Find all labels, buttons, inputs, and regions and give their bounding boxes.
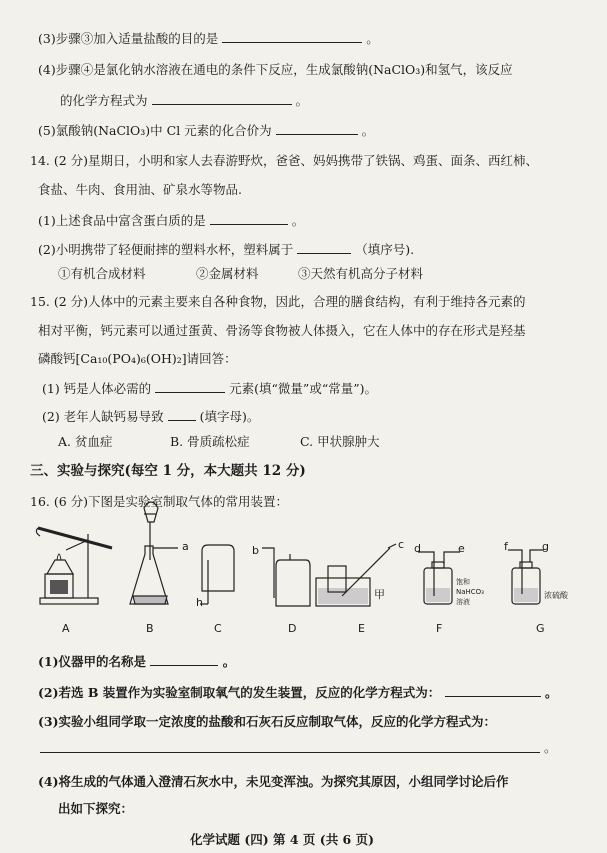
port-label-e: e (458, 542, 465, 555)
apparatus-b (130, 502, 178, 604)
label-e: E (358, 622, 365, 635)
q14-option-1: ①有机合成材料 (58, 266, 146, 281)
port-label-a: a (182, 540, 189, 553)
apparatus-f (418, 552, 460, 604)
page-footer: 化学试题 (四) 第 4 页 (共 6 页) (190, 832, 375, 847)
section-heading: 三、实验与探究(每空 1 分，本大题共 12 分) (30, 463, 306, 479)
answer-blank[interactable] (445, 684, 541, 697)
g-solution-label: 浓硫酸 (544, 591, 568, 600)
port-label-h: h (196, 596, 203, 609)
apparatus-d (262, 548, 310, 606)
q16-part4-line1: (4)将生成的气体通入澄清石灰水中，未见变浑浊。为探究其原因，小组同学讨论后作 (38, 774, 509, 789)
port-label-g: g (542, 540, 549, 553)
q13-step4-line1: (4)步骤④是氯化钠水溶液在通电的条件下反应，生成氯酸钠(NaClO₃)和氢气，该反应 (38, 62, 513, 77)
q16-stem: 16. (6 分)下图是实验室制取气体的常用装置： (30, 494, 289, 509)
q15-part2: (2) 老年人缺钙易导致 (填字母)。 (42, 409, 260, 424)
label-b: B (146, 622, 154, 635)
f-solution-label-3: 溶液 (456, 598, 470, 606)
port-label-f: f (504, 540, 508, 553)
q14-stem-line1: 14. (2 分)星期日，小明和家人去春游野炊，爸爸、妈妈携带了铁锅、鸡蛋、面条、西红柿、 (30, 153, 539, 168)
label-c: C (214, 622, 222, 635)
q14-stem-line2: 食盐、牛肉、食用油、矿泉水等物品. (38, 182, 242, 197)
port-label-d: d (414, 542, 421, 555)
q14-option-3: ③天然有机高分子材料 (298, 266, 424, 281)
q16-part2: (2)若选 B 装置作为实验室制取氧气的发生装置，反应的化学方程式为： 。 (38, 685, 558, 700)
f-solution-label-2: NaHCO₃ (456, 588, 484, 596)
q16-part3: (3)实验小组同学取一定浓度的盐酸和石灰石反应制取气体，反应的化学方程式为： (38, 714, 497, 729)
apparatus-g (508, 550, 544, 604)
port-label-c: c (398, 538, 405, 551)
f-solution-label-1: 饱和 (456, 578, 470, 586)
label-a: A (62, 622, 70, 635)
apparatus-a (36, 528, 112, 604)
label-d: D (288, 622, 297, 635)
q15-stem-line1: 15. (2 分)人体中的元素主要来自各种食物，因此，合理的膳食结构，有利于维持各元素的 (30, 294, 526, 309)
q15-option-c: C. 甲状腺肿大 (300, 434, 380, 449)
apparatus-c (200, 545, 234, 604)
q16-part4-line2: 出如下探究： (58, 801, 134, 816)
q14-option-2: ②金属材料 (196, 266, 259, 281)
port-label-b: b (252, 544, 259, 557)
q16-part1: (1)仪器甲的名称是 。 (38, 654, 236, 669)
q15-stem-line2: 相对平衡，钙元素可以通过蛋黄、骨汤等食物被人体摄入，它在人体中的存在形式是羟基 (38, 323, 526, 338)
q13-step3: (3)步骤③加入适量盐酸的目的是 。 (38, 31, 379, 46)
q13-step5: (5)氯酸钠(NaClO₃)中 Cl 元素的化合价为 。 (38, 123, 375, 138)
q15-stem-line3: 磷酸钙[Ca₁₀(PO₄)₆(OH)₂]请回答： (38, 351, 237, 366)
q15-part1: (1) 钙是人体必需的 元素(填“微量”或“常量”)。 (42, 381, 377, 396)
q14-part2: (2)小明携带了轻便耐摔的塑料水杯，塑料属于 （填序号). (38, 242, 415, 257)
q15-option-a: A. 贫血症 (58, 434, 113, 449)
answer-line[interactable] (40, 752, 540, 753)
q15-option-b: B. 骨质疏松症 (170, 434, 250, 449)
q13-step4-line2: 的化学方程式为 。 (60, 93, 308, 108)
label-g: G (536, 622, 545, 635)
q16-part3-end: 。 (544, 740, 557, 755)
q14-part1: (1)上述食品中富含蛋白质的是 。 (38, 213, 305, 228)
jia-label: 甲 (374, 588, 385, 601)
label-f: F (436, 622, 443, 635)
answer-blank[interactable] (150, 653, 218, 666)
